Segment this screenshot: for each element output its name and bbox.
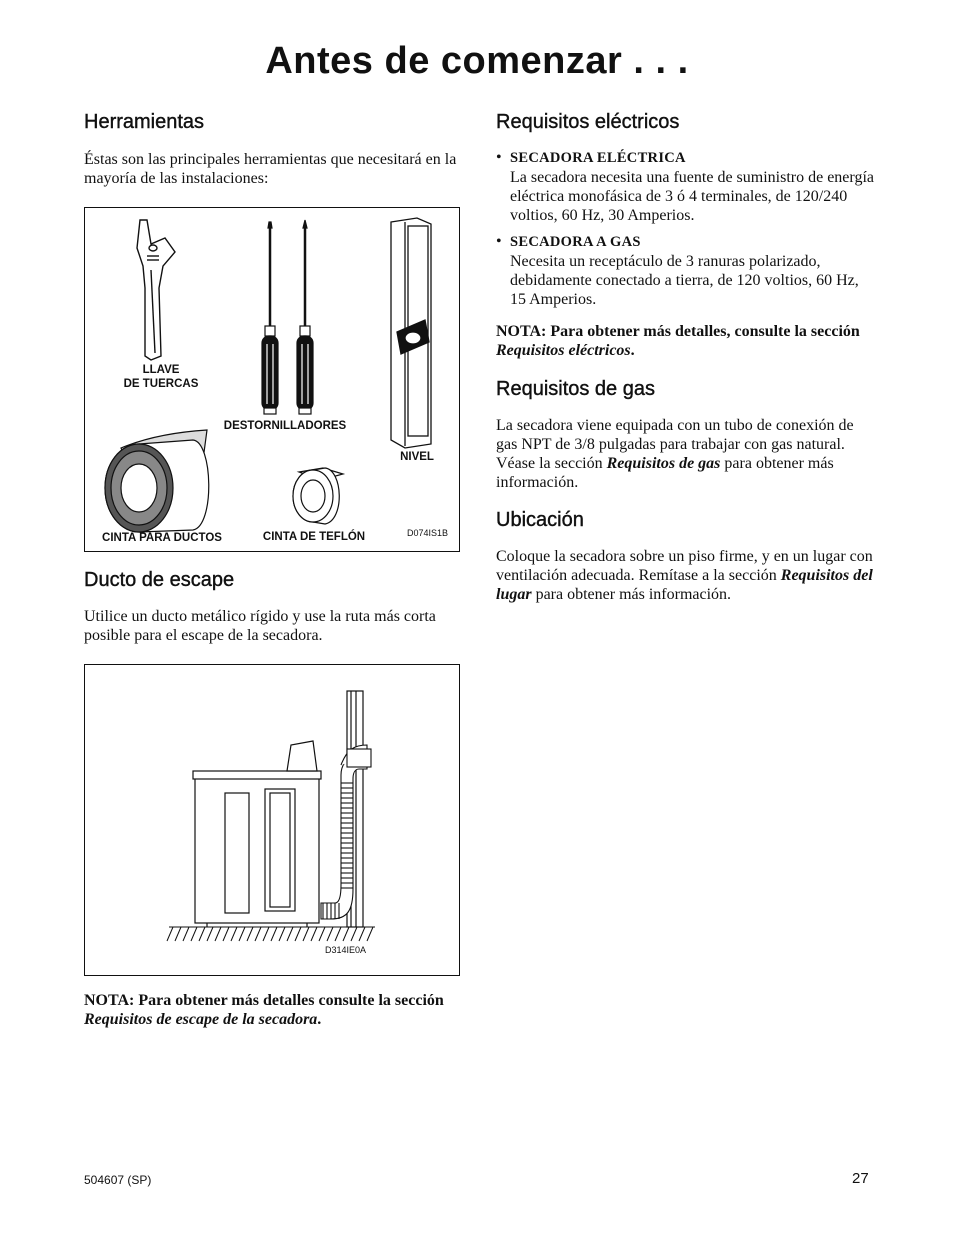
location-text bbox=[496, 547, 876, 604]
floor-hatch-line bbox=[231, 927, 237, 941]
dryer-icon bbox=[193, 741, 321, 927]
floor-hatch-line bbox=[207, 927, 213, 941]
location-text-ref: Requisitos del lugar bbox=[496, 567, 873, 603]
floor-hatch-line bbox=[247, 927, 253, 941]
electrical-item-text: La secadora necesita una fuente de suministro de energía eléctrica monofásica de 3 ó 4 terminales, de 120/240 voltios, 60 Hz, 30 Amperios. bbox=[510, 169, 874, 224]
floor-hatch-line bbox=[183, 927, 189, 941]
floor-hatch-line bbox=[215, 927, 221, 941]
exhaust-figure bbox=[84, 664, 460, 976]
wrench-label-line2: DE TUERCAS bbox=[123, 378, 199, 390]
exhaust-text: Utilice un ducto metálico rígido y use la ruta más corta posible para el escape de la secadora. bbox=[84, 608, 436, 644]
floor-hatch-line bbox=[255, 927, 261, 941]
floor-hatch-line bbox=[175, 927, 181, 941]
floor-hatch-line bbox=[303, 927, 309, 941]
exhaust-note-ref: Requisitos de escape de la secadora bbox=[84, 1011, 318, 1028]
gas-text-part1: La secadora viene equipada con un tubo de conexión de gas NPT de 3/8 pulgadas para trabajar con gas natural. Véase la sección bbox=[496, 417, 854, 472]
location-text-part2: para obtener más información. bbox=[535, 586, 732, 603]
floor-hatch-line bbox=[343, 927, 349, 941]
gas-heading: Requisitos de gas bbox=[496, 378, 655, 400]
floor-hatch-line bbox=[367, 927, 373, 941]
electrical-heading: Requisitos eléctricos bbox=[496, 111, 680, 133]
wrench-label-line1: LLAVE bbox=[142, 364, 180, 376]
floor-hatch-line bbox=[295, 927, 301, 941]
level-icon bbox=[391, 218, 431, 448]
floor-hatch-line bbox=[191, 927, 197, 941]
tools-intro: Éstas son las principales herramientas que necesitará en la mayoría de las instalaciones: bbox=[84, 151, 457, 187]
floor-hatch-line bbox=[279, 927, 285, 941]
floor-hatch-line bbox=[335, 927, 341, 941]
bullet: • bbox=[496, 233, 502, 250]
teflon-tape-label: CINTA DE TEFLÓN bbox=[262, 531, 366, 543]
floor-hatch-line bbox=[199, 927, 205, 941]
electrical-item-gas bbox=[496, 233, 876, 313]
bullet: • bbox=[496, 149, 502, 166]
exhaust-figure-code: D314IE0A bbox=[325, 945, 367, 955]
document-code: 504607 (SP) bbox=[84, 1173, 152, 1187]
duct-tape-icon bbox=[105, 430, 209, 532]
floor-hatch-line bbox=[327, 927, 333, 941]
electrical-note-end: . bbox=[630, 342, 635, 359]
floor-hatch-line bbox=[167, 927, 173, 941]
electrical-item-text: Necesita un receptáculo de 3 ranuras polarizado, debidamente conectado a tierra, de 120 voltios, 60 Hz, 15 Amperios. bbox=[510, 253, 859, 308]
electrical-note-text: NOTA: Para obtener más detalles, consulte la sección bbox=[496, 323, 860, 340]
tools-figure-code: D074IS1B bbox=[407, 528, 449, 538]
exhaust-note bbox=[84, 991, 464, 1029]
dryer-exhaust-illustration bbox=[85, 665, 459, 975]
floor-hatch-line bbox=[359, 927, 365, 941]
wrench-icon bbox=[137, 220, 175, 360]
page-number: 27 bbox=[852, 1170, 869, 1187]
electrical-item-title: SECADORA ELÉCTRICA bbox=[510, 150, 686, 166]
screwdriver-phillips-icon bbox=[297, 220, 313, 414]
floor-icon bbox=[167, 927, 375, 941]
electrical-note-ref: Requisitos eléctricos bbox=[496, 342, 631, 359]
exhaust-note-end: . bbox=[317, 1011, 322, 1028]
electrical-item-title: SECADORA A GAS bbox=[510, 234, 641, 250]
floor-hatch-line bbox=[319, 927, 325, 941]
floor-hatch-line bbox=[223, 927, 229, 941]
floor-hatch-line bbox=[271, 927, 277, 941]
gas-text-ref: Requisitos de gas bbox=[606, 455, 721, 472]
electrical-note bbox=[496, 322, 876, 360]
location-text-part1: Coloque la secadora sobre un piso firme, y en un lugar con ventilación adecuada. Remítase a la sección bbox=[496, 548, 873, 584]
duct-tape-label: CINTA PARA DUCTOS bbox=[102, 532, 222, 544]
exhaust-heading: Ducto de escape bbox=[84, 569, 235, 591]
gas-text bbox=[496, 416, 876, 492]
tools-heading: Herramientas bbox=[84, 111, 205, 133]
page-title: Antes de comenzar . . . bbox=[265, 40, 689, 82]
exhaust-note-text: NOTA: Para obtener más detalles consulte la sección bbox=[84, 992, 444, 1009]
teflon-tape-icon bbox=[293, 468, 343, 524]
electrical-item-electric bbox=[496, 149, 876, 229]
level-label: NIVEL bbox=[400, 451, 434, 463]
floor-hatch-line bbox=[351, 927, 357, 941]
location-heading: Ubicación bbox=[496, 509, 584, 531]
floor-hatch-line bbox=[263, 927, 269, 941]
tools-figure bbox=[84, 207, 460, 552]
floor-hatch-line bbox=[287, 927, 293, 941]
floor-hatch-line bbox=[311, 927, 317, 941]
screwdriver-flat-icon bbox=[262, 222, 278, 414]
screwdrivers-label: DESTORNILLADORES bbox=[223, 420, 347, 432]
gas-text-part2: para obtener más información. bbox=[496, 455, 834, 491]
floor-hatch-line bbox=[239, 927, 245, 941]
